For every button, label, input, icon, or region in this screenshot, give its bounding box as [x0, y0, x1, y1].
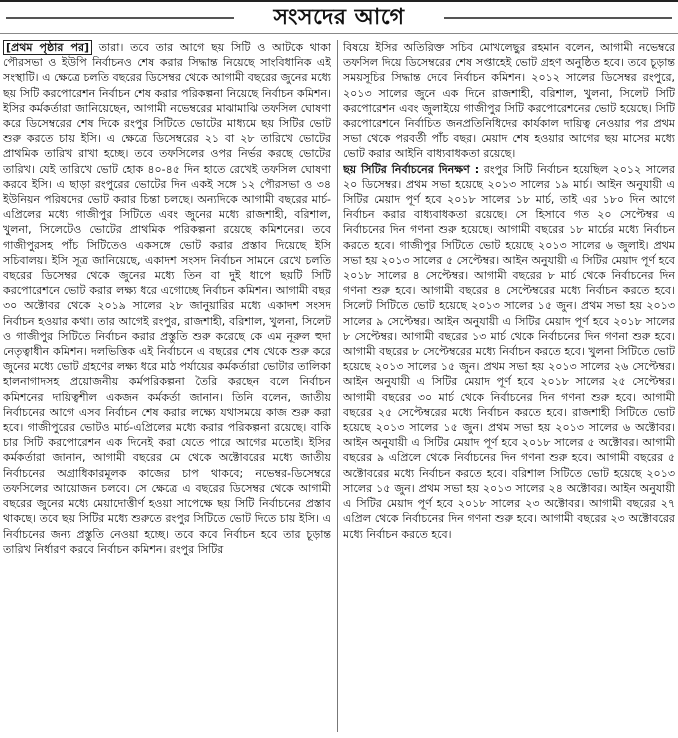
headline-underline: [0, 33, 678, 34]
headline-bar: [0, 0, 678, 34]
left-column: [3, 40, 331, 734]
section-subhead: ছয় সিটির নির্বাচনের দিনক্ষণ :: [343, 162, 480, 176]
right-column-text-2: রংপুর সিটি নির্বাচন হয়েছিল ২০১২ সালের ২০ ডিসেম্বর। প্রথম সভা হয়েছে ২০১৩ সালের ১৯ মার্চ। আইন অনুযায়ী এ সিটির মেয়াদ পূর্ণ হবে ২০১৮ সালের ১৮ মার্চ, তাই এর ১৮০ দিন আগে নির্বাচন করার বাধ্যবাধকতা রয়েছে। সে হিসাবে গত ২০ সেপ্টেম্বর এ নির্বাচনের দিন গণনা শুরু হয়েছে। আগামী বছরের ১৮ মার্চের মধ্যে নির্বাচন করতে হবে। গাজীপুর সিটিতে ভোট হয়েছে ২০১৩ সালের ৬ জুলাই। প্রথম সভা হয় ২০১৩ সালের ৫ সেপ্টেম্বর। আইন অনুযায়ী এ সিটির মেয়াদ পূর্ণ হবে ২০১৮ সালের ৪ সেপ্টেম্বর। আগামী বছরের ৮ মার্চ থেকে নির্বাচনের দিন গণনা শুরু হবে। আগামী বছরের ৪ সেপ্টেম্বরের মধ্যে নির্বাচন করতে হবে। সিলেট সিটিতে ভোট হয়েছে ২০১৩ সালের ১৫ জুন। প্রথম সভা হয় ২০১৩ সালের ৯ সেপ্টেম্বর। আইন অনুযায়ী এ সিটির মেয়াদ পূর্ণ হবে ২০১৮ সালের ৮ সেপ্টেম্বর। আগামী বছরের ১৩ মার্চ থেকে নির্বাচনের দিন গণনা শুরু হবে। আগামী বছরের ৮ সেপ্টেম্বরের মধ্যে নির্বাচন করতে হবে। খুলনা সিটিতে ভোট হয়েছে ২০১৩ সালের ১৫ জুন। প্রথম সভা হয় ২০১৩ সালের ২৬ সেপ্টেম্বর। আইন অনুযায়ী এ সিটির মেয়াদ পূর্ণ হবে ২০১৮ সালের ২৫ সেপ্টেম্বর। আগামী বছরের ৩০ মার্চ থেকে নির্বাচনের দিন গণনা শুরু হবে। আগামী বছরের ২৫ সেপ্টেম্বরের মধ্যে নির্বাচন করতে হবে। রাজশাহী সিটিতে ভোট হয়েছে ২০১৩ সালের ১৫ জুন। প্রথম সভা হয় ২০১৩ সালের ৬ অক্টোবর। আইন অনুযায়ী এ সিটির মেয়াদ পূর্ণ হবে ২০১৮ সালের ৫ অক্টোবর। আগামী বছরের ৯ এপ্রিলে থেকে নির্বাচনের দিন গণনা শুরু হবে। আগামী বছরের ৫ অক্টোবরের মধ্যে নির্বাচন করতে হবে। বরিশাল সিটিতে ভোট হয়েছে ২০১৩ সালের ১৫ জুন। প্রথম সভা হয় ২০১৩ সালের ২৪ অক্টোবর। আইন অনুযায়ী এ সিটির মেয়াদ পূর্ণ হবে ২০১৮ সালের ২৩ অক্টোবর। আগামী বছরের ২৭ এপ্রিল থেকে নির্বাচনের দিন গণনা শুরু হবে। আগামী বছরের ২৩ অক্টোবরের মধ্যে নির্বাচন করতে হবে।: [343, 162, 675, 541]
left-column-text: তারা। তবে তার আগে ছয় সিটি ও আটকে থাকা পৌরসভা ও ইউপি নির্বাচনও শেষ করার সিদ্ধান্ত নিয়েছে সাংবিধানিক এই সংস্থাটি। এ ক্ষেত্রে চলতি বছরের ডিসেম্বর থেকে আগামী বছরের জুনের মধ্যে ছয় সিটি করপোরেশন নির্বাচন শেষ করার পরিকল্পনা নিয়েছে নির্বাচন কমিশন। ইসির কর্মকর্তারা জানিয়েছেন, আগামী নভেম্বরের মাঝামাঝি তফসিল ঘোষণা করে ডিসেম্বরের শেষ দিকে রংপুর সিটিতে ভোটের মাধ্যমে ছয় সিটির ভোট শুরু করতে চায় ইসি। এ ক্ষেত্রে ডিসেম্বরের ২১ বা ২৮ তারিখে ভোটের প্রাথমিক তারিখ রাখা হচ্ছে। তবে তফসিলের ওপর নির্ভর করছে ভোটের তারিখ। যেই তারিখে ভোট হোক ৪০-৪৫ দিন হাতে রেখেই তফসিল ঘোষণা করবে ইসি। এ ছাড়া রংপুরের ভোটের দিন একই সঙ্গে ১২ পৌরসভা ও ৩৪ ইউনিয়ন পরিষদের ভোট করার চিন্তা চলছে। অন্যদিকে আগামী বছরের মার্চ-এপ্রিলের মধ্যে গাজীপুর সিটিতে এবং জুনের মধ্যে রাজশাহী, বরিশাল, খুলনা, সিলেটেও ভোটের প্রাথমিক পরিকল্পনা রয়েছে কমিশনের। তবে গাজীপুরসহ পাঁচ সিটিতেও একসঙ্গে ভোট করার প্রস্তাব দিয়েছে ইসি সচিবালয়। ইসি সূত্র জানিয়েছে, একাদশ সংসদ নির্বাচন সামনে রেখে চলতি বছরের ডিসেম্বর থেকে জুনের মধ্যে তিন বা দুই ধাপে ছয়টি সিটি করপোরেশনে ভোট করার লক্ষ্য ধরে এগোচ্ছে নির্বাচন কমিশন। আগামী বছর ৩০ অক্টোবর থেকে ২০১৯ সালের ২৮ জানুয়ারির মধ্যে একাদশ সংসদ নির্বাচন হওয়ার কথা। তার আগেই রংপুর, রাজশাহী, বরিশাল, খুলনা, সিলেট ও গাজীপুর সিটিতে নির্বাচন করার প্রস্তুতি শুরু করেছে কে এম নূরুল হুদা নেতৃত্বাধীন কমিশন। দলভিত্তিক এই নির্বাচনে এ বছরের শেষ থেকে শুরু করে জুনের মধ্যে ভোট গ্রহণের লক্ষ্য ধরে মাঠ পর্যায়ের কর্মকর্তারা ভোটার তালিকা হালনাগাদসহ প্রয়োজনীয় কর্মপরিকল্পনা তৈরি করছেন বলে নির্বাচন কমিশনের দায়িত্বশীল একজন কর্মকর্তা জানান। তিনি বলেন, জাতীয় নির্বাচনের আগে এসব নির্বাচন শেষ করার লক্ষ্যে যথাসময়ে কাজ শুরু করা হবে। গাজীপুরের ভোটও মার্চ-এপ্রিলের মধ্যে করার পরিকল্পনা রয়েছে। বাকি চার সিটি করপোরেশন এক দিনেই করা যেতে পারে আগের মতোই। ইসির কর্মকর্তারা জানান, আগামী বছরের মে থেকে অক্টোবরের মধ্যে জাতীয় নির্বাচনের অগ্রাধিকারমূলক কাজের চাপ থাকবে; নভেম্বর-ডিসেম্বরে তফসিলের আয়োজন চলবে। সে ক্ষেত্রে এ বছরের ডিসেম্বর থেকে আগামী বছরের জুনের মধ্যে মেয়াদোত্তীর্ণ হওয়া সাপেক্ষে ছয় সিটি নির্বাচনের প্রস্তাব থাকছে। তবে ছয় সিটির মধ্যে শুরুতে রংপুর সিটিতে ভোট দিতে চায় ইসি। এ নির্বাচনের জন্য প্রস্তুতি নেওয়া হচ্ছে। তবে কবে নির্বাচন হবে তার চূড়ান্ত তারিখ নির্ধারণ করবে নির্বাচন কমিশন। রংপুর সিটির: [3, 41, 331, 556]
headline: সংসদের আগে: [273, 4, 405, 30]
right-column-paragraph-1: বিষয়ে ইসির অতিরিক্ত সচিব মোখলেছুর রহমান বলেন, আগামী নভেম্বরে তফসিল দিয়ে ডিসেম্বরের শেষ সপ্তাহেই ভোট গ্রহণ অনুষ্ঠিত হবে। তবে চূড়ান্ত সময়সূচির সিদ্ধান্ত দেবে নির্বাচন কমিশন। ২০১২ সালের ডিসেম্বর রংপুরে, ২০১৩ সালের জুনে এক দিনে রাজশাহী, বরিশাল, খুলনা, সিলেট সিটি করপোরেশন এবং জুলাইয়ে গাজীপুর সিটি করপোরেশনের ভোট হয়েছে। সিটি করপোরেশনে নির্বাচিত জনপ্রতিনিধিদের কার্যকাল দায়িত্ব নেওয়ার পর প্রথম সভা থেকে পরবর্তী পাঁচ বছর। মেয়াদ শেষ হওয়ার আগের ছয় মাসের মধ্যে ভোট করার আইনি বাধ্যবাধকতা রয়েছে।: [343, 41, 675, 161]
right-column-paragraph-2: [343, 162, 675, 542]
continuation-tag: [প্রথম পৃষ্ঠার পর]: [3, 40, 92, 55]
right-column: [343, 40, 675, 734]
top-rule: [0, 0, 678, 2]
headline-ornament-right: [444, 17, 672, 19]
column-divider: [337, 40, 338, 732]
left-column-paragraph: [3, 40, 331, 557]
